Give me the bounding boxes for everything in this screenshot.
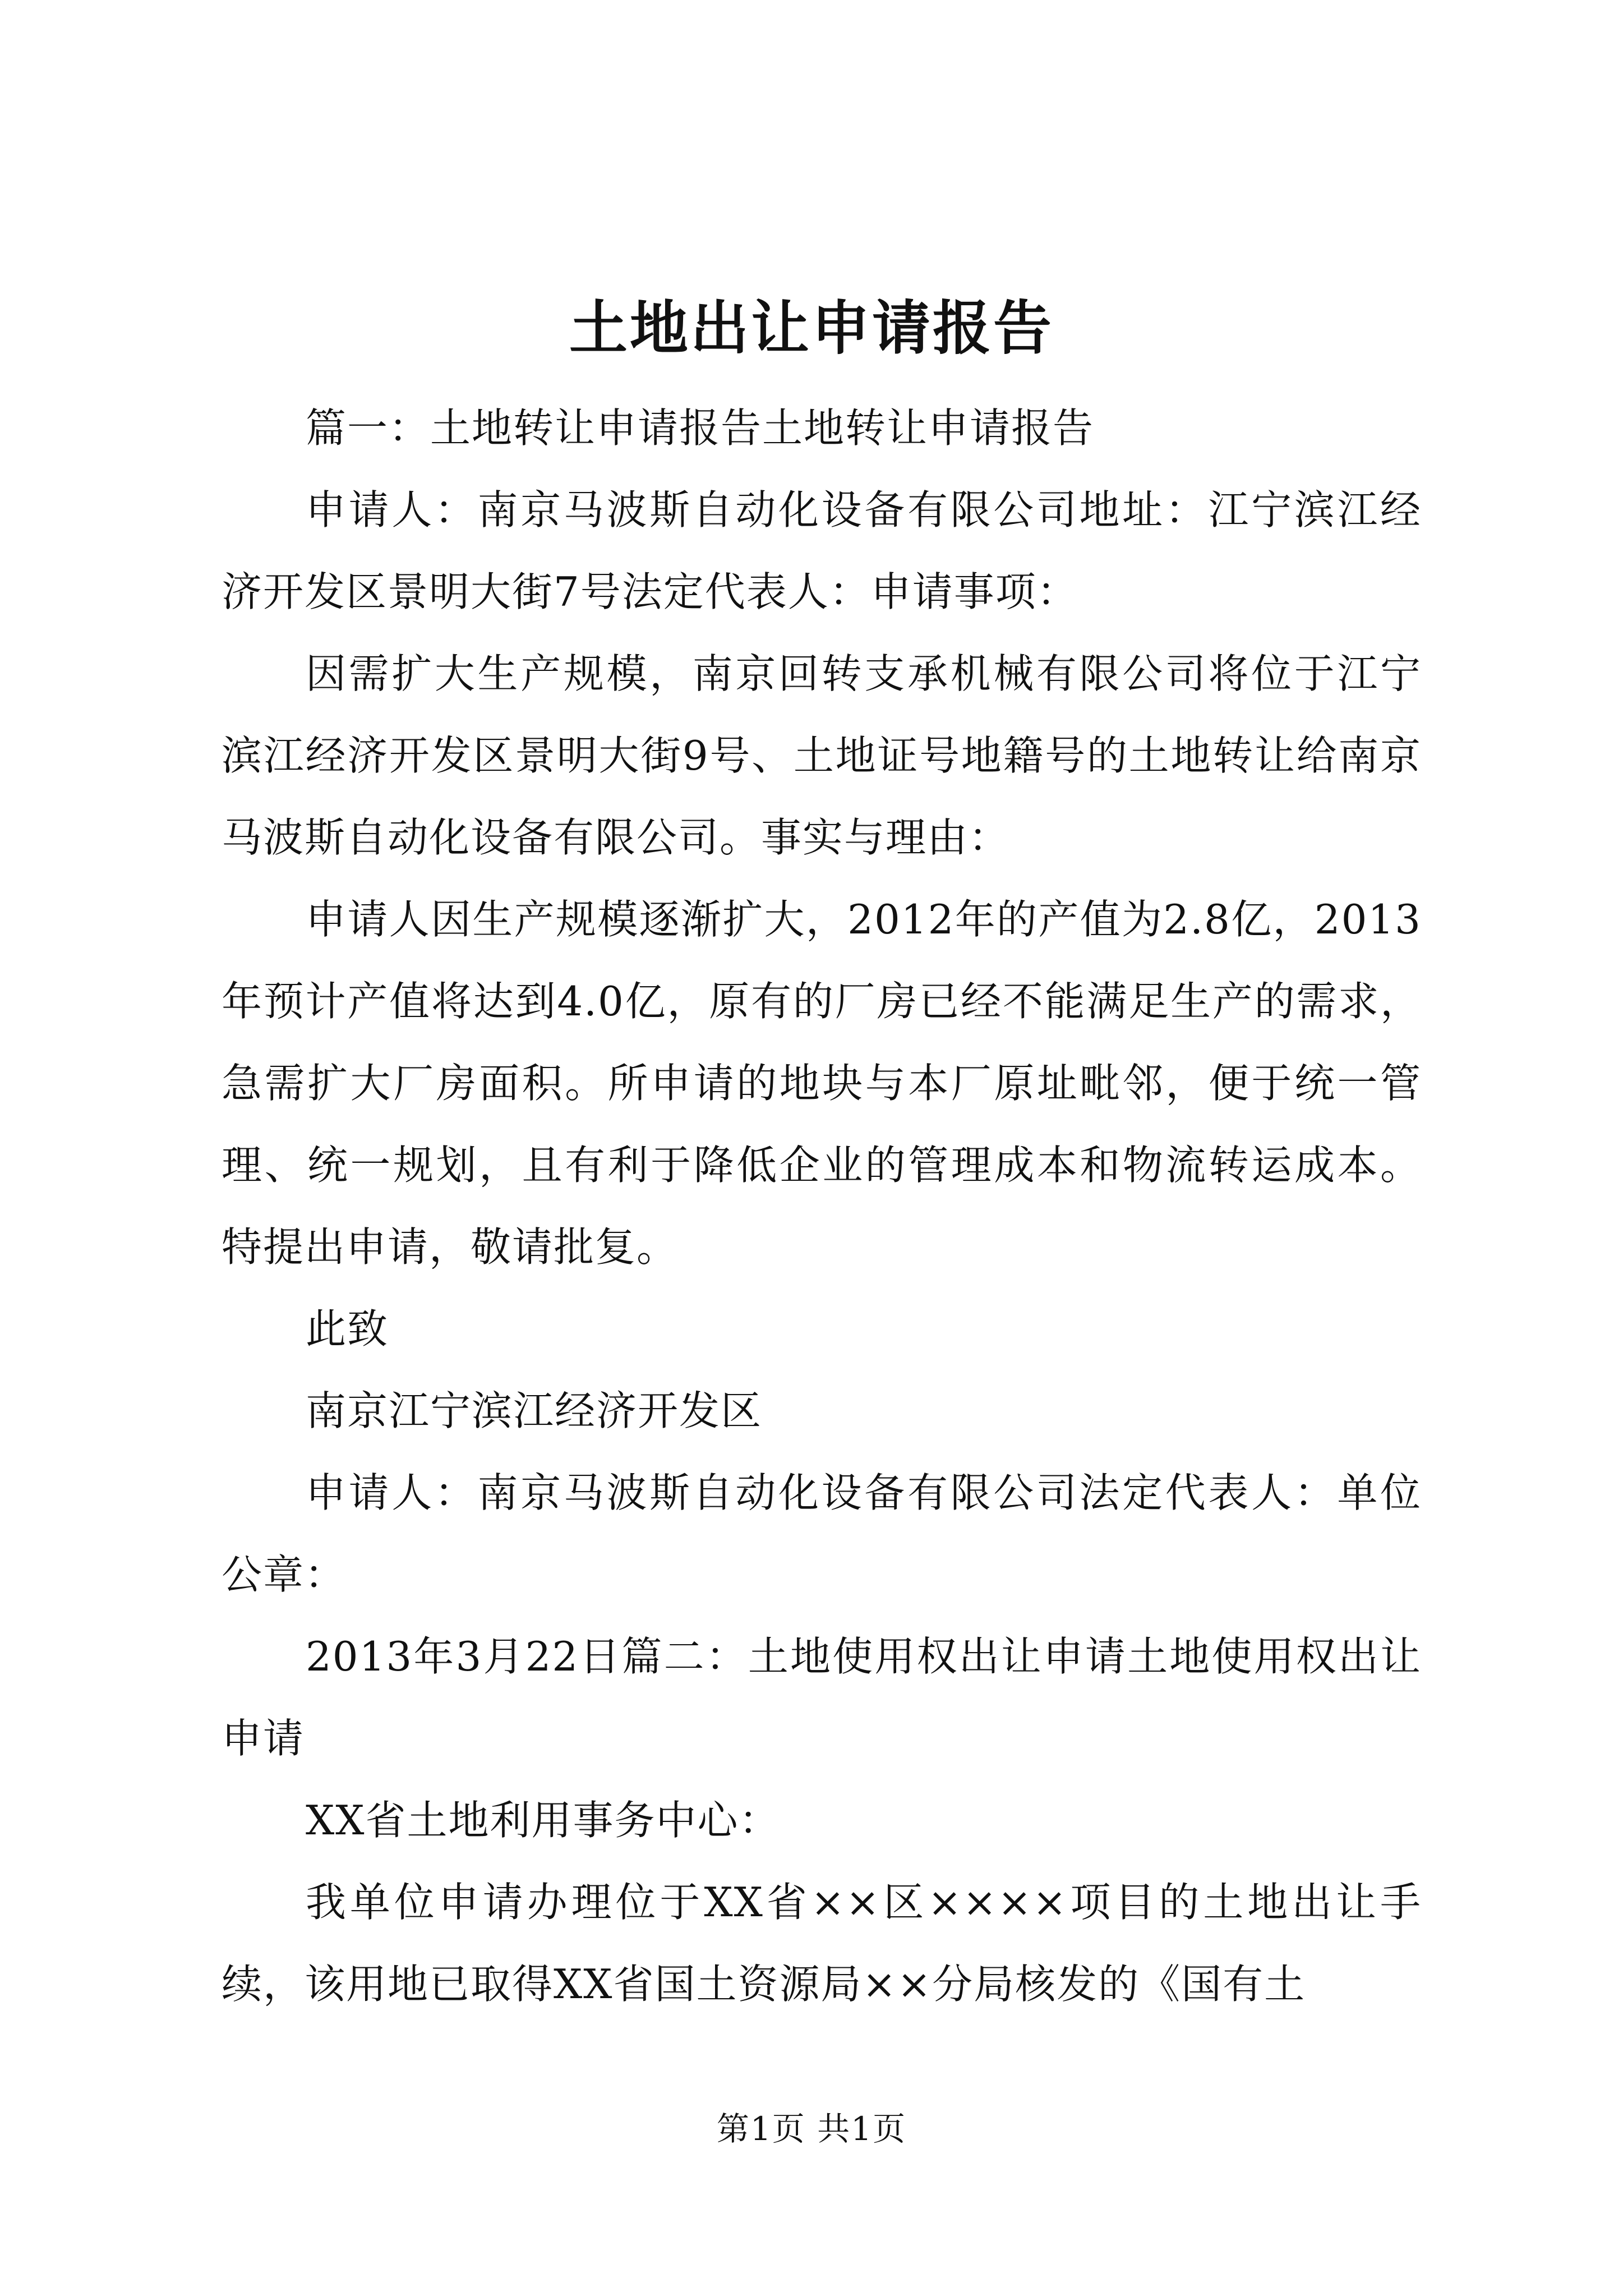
paragraph-application-body: 我单位申请办理位于XX省××区××××项目的土地出让手续，该用地已取得XX省国土资源局××分局核发的《国有土: [222, 1879, 1422, 2008]
paragraph-recipient: 南京江宁滨江经济开发区: [306, 1387, 763, 1434]
document-body: [222, 387, 1422, 2025]
paragraph-reasons: 申请人因生产规模逐渐扩大，2012年的产值为2.8亿，2013年预计产值将达到4.0亿，原有的厂房已经不能满足生产的需求，急需扩大厂房面积。所申请的地块与本厂原址毗邻，便于统一管理、统一规划，且有利于降低企业的管理成本和物流转运成本。特提出申请，敬请批复。: [222, 896, 1422, 1271]
document-title: 土地出让申请报告: [569, 293, 1054, 362]
paragraph-applicant-info: 申请人：南京马波斯自动化设备有限公司地址：江宁滨江经济开发区景明大街7号法定代表人：申请事项：: [222, 486, 1422, 615]
paragraph-signature: 申请人：南京马波斯自动化设备有限公司法定代表人：单位公章：: [222, 1469, 1422, 1598]
paragraph-addressee: XX省土地利用事务中心：: [306, 1797, 781, 1844]
paragraph-salutation: 此致: [306, 1305, 389, 1352]
paragraph-date-part-two: 2013年3月22日篇二：土地使用权出让申请土地使用权出让申请: [222, 1633, 1422, 1762]
paragraph-request-matter: 因需扩大生产规模，南京回转支承机械有限公司将位于江宁滨江经济开发区景明大街9号、土地证号地籍号的土地转让给南京马波斯自动化设备有限公司。事实与理由：: [222, 650, 1422, 861]
paragraph-part-one-heading: 篇一：土地转让申请报告土地转让申请报告: [306, 404, 1095, 452]
page-footer: 第1页 共1页: [716, 2110, 907, 2148]
